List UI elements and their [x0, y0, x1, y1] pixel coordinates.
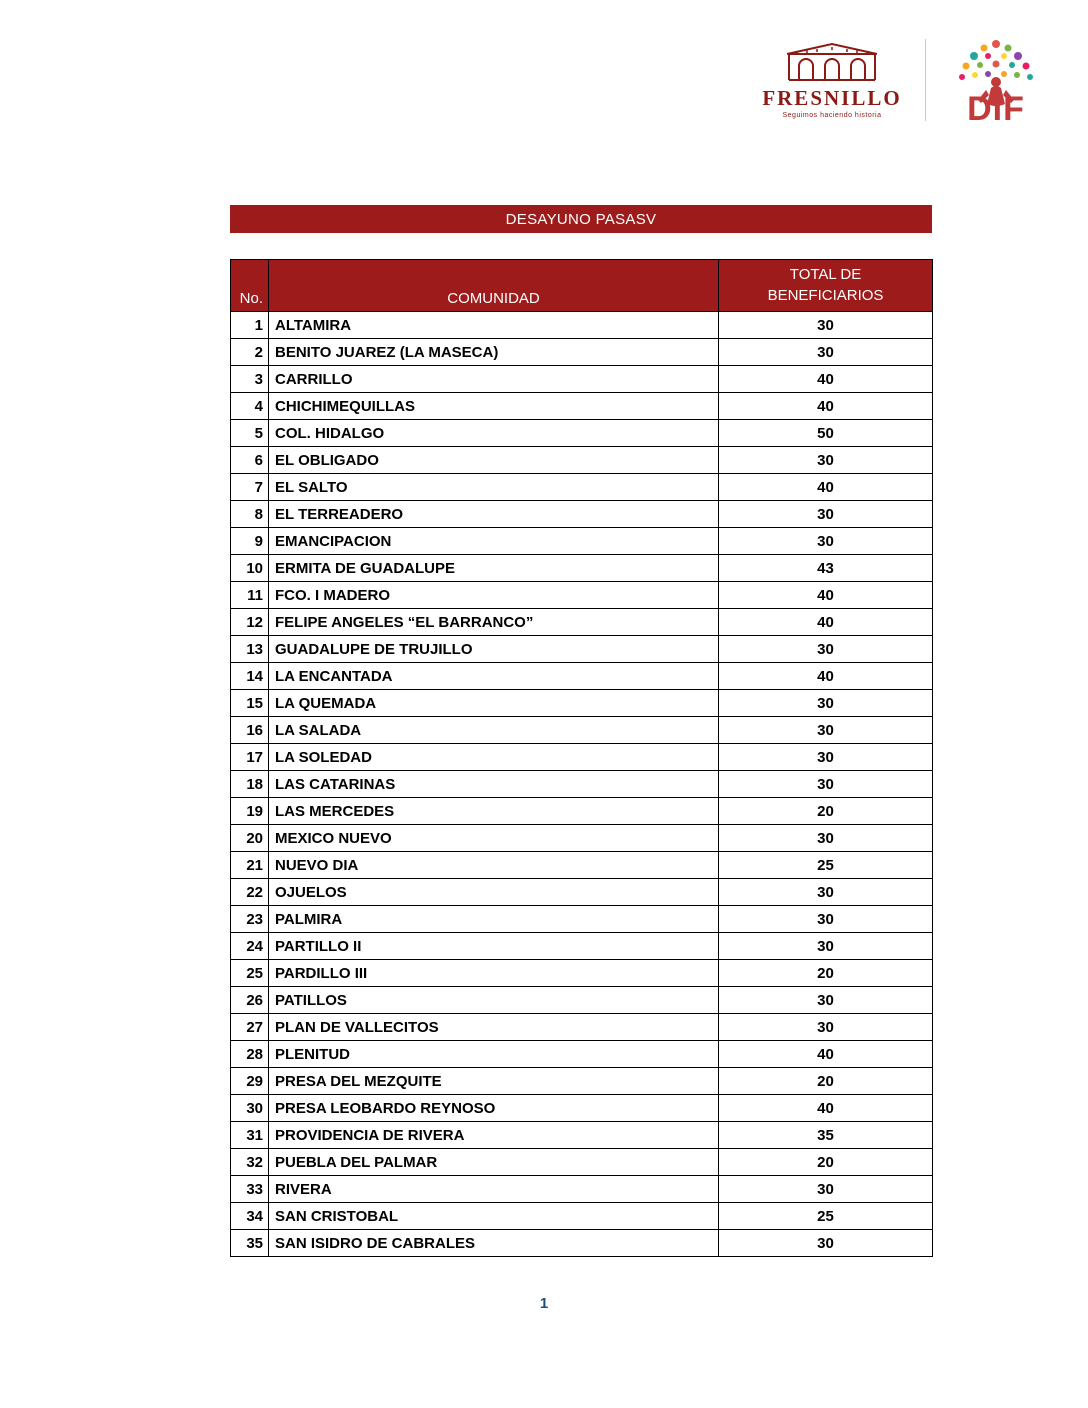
row-comunidad-cell: LA SOLEDAD	[269, 744, 719, 771]
row-total-cell: 43	[719, 555, 933, 582]
table-row	[231, 825, 933, 852]
table-row	[231, 960, 933, 987]
row-total-cell: 40	[719, 582, 933, 609]
row-number-cell: 17	[231, 744, 269, 771]
row-comunidad-cell: LAS MERCEDES	[269, 798, 719, 825]
row-comunidad-cell: LA QUEMADA	[269, 690, 719, 717]
row-number-cell: 25	[231, 960, 269, 987]
row-number-cell: 18	[231, 771, 269, 798]
row-comunidad-cell: LAS CATARINAS	[269, 771, 719, 798]
fresnillo-tagline: Seguimos haciendo historia	[782, 112, 882, 120]
row-total-cell: 30	[719, 501, 933, 528]
row-comunidad-cell: LA SALADA	[269, 717, 719, 744]
row-total-cell: 30	[719, 906, 933, 933]
row-total-cell: 20	[719, 1068, 933, 1095]
fresnillo-wordmark: FRESNILLO	[762, 86, 902, 111]
table-row	[231, 312, 933, 339]
table-row	[231, 771, 933, 798]
row-comunidad-cell: SAN ISIDRO DE CABRALES	[269, 1230, 719, 1257]
row-number-cell: 31	[231, 1122, 269, 1149]
row-comunidad-cell: RIVERA	[269, 1176, 719, 1203]
row-comunidad-cell: PLAN DE VALLECITOS	[269, 1014, 719, 1041]
row-number-cell: 30	[231, 1095, 269, 1122]
row-number-cell: 32	[231, 1149, 269, 1176]
row-number-cell: 3	[231, 366, 269, 393]
row-number-cell: 34	[231, 1203, 269, 1230]
row-total-cell: 20	[719, 798, 933, 825]
row-number-cell: 21	[231, 852, 269, 879]
row-total-cell: 20	[719, 960, 933, 987]
row-comunidad-cell: ERMITA DE GUADALUPE	[269, 555, 719, 582]
row-comunidad-cell: PRESA LEOBARDO REYNOSO	[269, 1095, 719, 1122]
row-number-cell: 35	[231, 1230, 269, 1257]
row-comunidad-cell: PATILLOS	[269, 987, 719, 1014]
row-comunidad-cell: CHICHIMEQUILLAS	[269, 393, 719, 420]
table-row	[231, 717, 933, 744]
row-total-cell: 40	[719, 663, 933, 690]
fresnillo-logo	[757, 40, 907, 119]
row-number-cell: 27	[231, 1014, 269, 1041]
row-comunidad-cell: EMANCIPACION	[269, 528, 719, 555]
beneficiaries-table	[230, 259, 933, 1257]
row-comunidad-cell: PALMIRA	[269, 906, 719, 933]
row-number-cell: 26	[231, 987, 269, 1014]
table-row	[231, 1068, 933, 1095]
row-comunidad-cell: FELIPE ANGELES “EL BARRANCO”	[269, 609, 719, 636]
row-number-cell: 15	[231, 690, 269, 717]
row-number-cell: 13	[231, 636, 269, 663]
row-total-cell: 25	[719, 1203, 933, 1230]
row-comunidad-cell: PLENITUD	[269, 1041, 719, 1068]
table-row	[231, 1230, 933, 1257]
table-header	[231, 260, 933, 312]
row-number-cell: 23	[231, 906, 269, 933]
row-number-cell: 9	[231, 528, 269, 555]
row-total-cell: 30	[719, 825, 933, 852]
fresnillo-building-icon	[757, 40, 907, 84]
row-comunidad-cell: LA ENCANTADA	[269, 663, 719, 690]
header-no: No.	[231, 260, 269, 312]
row-comunidad-cell: SAN CRISTOBAL	[269, 1203, 719, 1230]
row-comunidad-cell: CARRILLO	[269, 366, 719, 393]
table-row	[231, 987, 933, 1014]
table-row	[231, 339, 933, 366]
row-number-cell: 10	[231, 555, 269, 582]
row-number-cell: 2	[231, 339, 269, 366]
table-row	[231, 852, 933, 879]
row-total-cell: 30	[719, 528, 933, 555]
row-comunidad-cell: OJUELOS	[269, 879, 719, 906]
row-total-cell: 30	[719, 1014, 933, 1041]
row-number-cell: 28	[231, 1041, 269, 1068]
table-row	[231, 1095, 933, 1122]
row-comunidad-cell: EL SALTO	[269, 474, 719, 501]
table-row	[231, 582, 933, 609]
row-number-cell: 22	[231, 879, 269, 906]
row-number-cell: 33	[231, 1176, 269, 1203]
row-comunidad-cell: PROVIDENCIA DE RIVERA	[269, 1122, 719, 1149]
row-total-cell: 40	[719, 609, 933, 636]
table-row	[231, 447, 933, 474]
row-comunidad-cell: PARTILLO II	[269, 933, 719, 960]
table-row	[231, 1149, 933, 1176]
table-row	[231, 1041, 933, 1068]
row-total-cell: 30	[719, 717, 933, 744]
row-comunidad-cell: EL OBLIGADO	[269, 447, 719, 474]
row-number-cell: 20	[231, 825, 269, 852]
row-total-cell: 30	[719, 771, 933, 798]
row-total-cell: 40	[719, 1095, 933, 1122]
table-row	[231, 1176, 933, 1203]
row-comunidad-cell: COL. HIDALGO	[269, 420, 719, 447]
row-total-cell: 30	[719, 744, 933, 771]
table-row	[231, 879, 933, 906]
page-number: 1	[539, 1295, 549, 1312]
row-number-cell: 14	[231, 663, 269, 690]
row-number-cell: 1	[231, 312, 269, 339]
row-number-cell: 16	[231, 717, 269, 744]
dif-wordmark: DIF	[967, 90, 1025, 128]
row-comunidad-cell: ALTAMIRA	[269, 312, 719, 339]
row-number-cell: 7	[231, 474, 269, 501]
table-row	[231, 420, 933, 447]
row-number-cell: 4	[231, 393, 269, 420]
row-comunidad-cell: EL TERREADERO	[269, 501, 719, 528]
row-total-cell: 35	[719, 1122, 933, 1149]
row-total-cell: 30	[719, 690, 933, 717]
table-row	[231, 690, 933, 717]
row-total-cell: 40	[719, 1041, 933, 1068]
row-number-cell: 12	[231, 609, 269, 636]
row-total-cell: 40	[719, 366, 933, 393]
row-total-cell: 30	[719, 1230, 933, 1257]
row-total-cell: 20	[719, 1149, 933, 1176]
table-row	[231, 744, 933, 771]
row-total-cell: 30	[719, 339, 933, 366]
table-row	[231, 798, 933, 825]
row-total-cell: 30	[719, 933, 933, 960]
logo-divider	[925, 39, 926, 121]
table-row	[231, 1014, 933, 1041]
title-banner: DESAYUNO PASASV	[230, 205, 932, 233]
row-number-cell: 8	[231, 501, 269, 528]
beneficiaries-table-wrap	[230, 259, 932, 1257]
row-total-cell: 30	[719, 1176, 933, 1203]
row-number-cell: 19	[231, 798, 269, 825]
row-total-cell: 50	[719, 420, 933, 447]
row-number-cell: 5	[231, 420, 269, 447]
table-row	[231, 1122, 933, 1149]
row-total-cell: 25	[719, 852, 933, 879]
row-number-cell: 6	[231, 447, 269, 474]
table-row	[231, 1203, 933, 1230]
row-number-cell: 29	[231, 1068, 269, 1095]
row-comunidad-cell: FCO. I MADERO	[269, 582, 719, 609]
header-comunidad: COMUNIDAD	[269, 260, 719, 312]
table-row	[231, 474, 933, 501]
table-row	[231, 393, 933, 420]
row-comunidad-cell: PUEBLA DEL PALMAR	[269, 1149, 719, 1176]
table-row	[231, 933, 933, 960]
header-total: TOTAL DE BENEFICIARIOS	[719, 260, 933, 312]
table-row	[231, 636, 933, 663]
table-body	[231, 312, 933, 1257]
row-total-cell: 30	[719, 447, 933, 474]
row-number-cell: 24	[231, 933, 269, 960]
row-comunidad-cell: PARDILLO III	[269, 960, 719, 987]
header-logos	[757, 36, 1048, 128]
table-row	[231, 501, 933, 528]
row-total-cell: 30	[719, 987, 933, 1014]
row-total-cell: 30	[719, 879, 933, 906]
row-comunidad-cell: NUEVO DIA	[269, 852, 719, 879]
table-row	[231, 366, 933, 393]
row-total-cell: 30	[719, 636, 933, 663]
row-total-cell: 40	[719, 393, 933, 420]
row-number-cell: 11	[231, 582, 269, 609]
row-comunidad-cell: PRESA DEL MEZQUITE	[269, 1068, 719, 1095]
table-row	[231, 663, 933, 690]
row-comunidad-cell: BENITO JUAREZ (LA MASECA)	[269, 339, 719, 366]
row-total-cell: 40	[719, 474, 933, 501]
table-row	[231, 528, 933, 555]
row-total-cell: 30	[719, 312, 933, 339]
table-row	[231, 906, 933, 933]
dif-logo	[944, 36, 1048, 128]
row-comunidad-cell: GUADALUPE DE TRUJILLO	[269, 636, 719, 663]
row-comunidad-cell: MEXICO NUEVO	[269, 825, 719, 852]
table-row	[231, 555, 933, 582]
table-row	[231, 609, 933, 636]
